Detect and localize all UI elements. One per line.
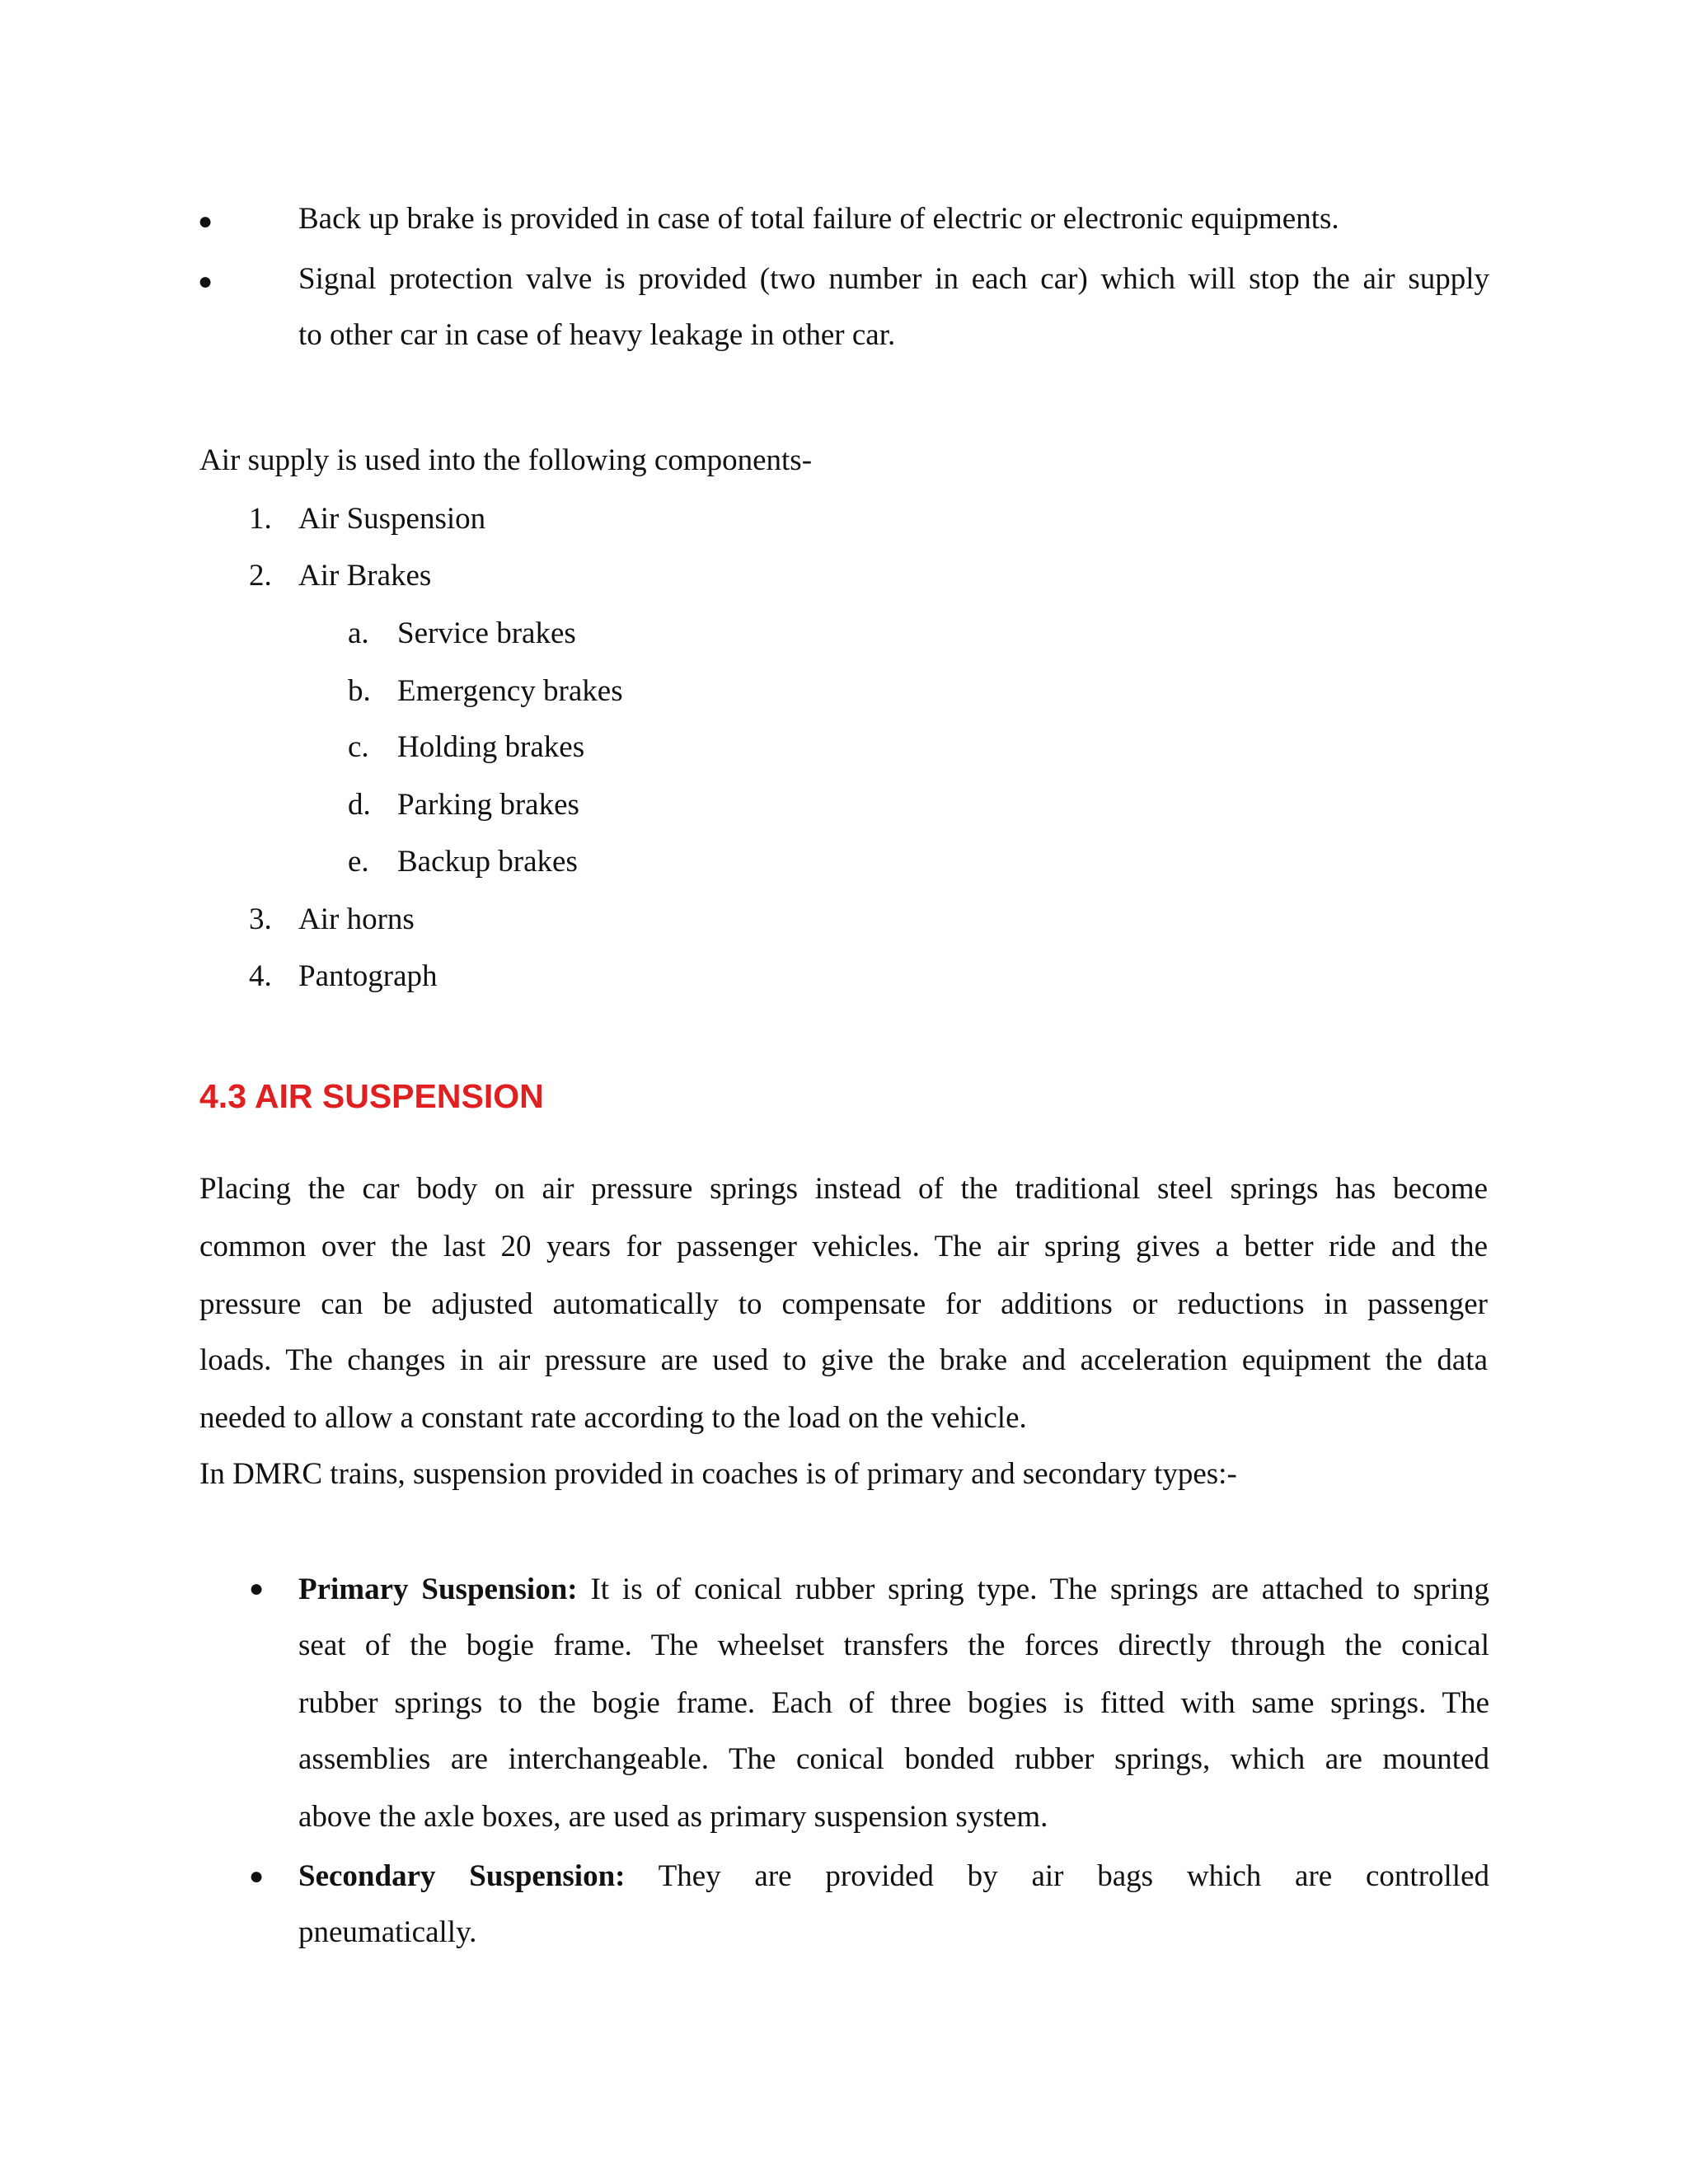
secondary-suspension-title: Secondary Suspension: — [298, 1859, 626, 1893]
secondary-suspension-line-1 — [298, 1861, 1489, 1891]
paragraph-line: loads. The changes in air pressure are used to give the brake and acceleration equipment the data — [199, 1343, 1488, 1377]
primary-suspension-title: Primary Suspension: — [298, 1572, 578, 1606]
secondary-suspension-line: pneumatically. — [298, 1915, 477, 1949]
bullet-marker: ● — [249, 1575, 265, 1602]
brake-type-letter: c. — [348, 730, 369, 764]
brake-type-letter: b. — [348, 674, 371, 708]
component-number: 4. — [249, 959, 272, 993]
primary-suspension-line: assemblies are interchangeable. The conical bonded rubber springs, which are mounted — [298, 1742, 1489, 1776]
brake-type-label: Backup brakes — [397, 845, 578, 879]
brake-type-label: Emergency brakes — [397, 674, 623, 708]
component-label: Air Brakes — [298, 559, 432, 593]
bullet-marker: ● — [198, 268, 213, 295]
top-bullet-2-line-2: to other car in case of heavy leakage in other car. — [298, 318, 896, 352]
primary-suspension-line: above the axle boxes, are used as primary suspension system. — [298, 1800, 1048, 1834]
paragraph-line: common over the last 20 years for passenger vehicles. The air spring gives a better ride and the — [199, 1230, 1488, 1263]
primary-suspension-line: seat of the bogie frame. The wheelset transfers the forces directly through the conical — [298, 1629, 1489, 1662]
component-number: 3. — [249, 902, 272, 936]
brake-type-letter: a. — [348, 616, 369, 650]
secondary-suspension-text: They are provided by air bags which are controlled — [658, 1859, 1490, 1893]
brake-type-label: Service brakes — [397, 616, 576, 650]
section-heading: 4.3 AIR SUSPENSION — [199, 1077, 544, 1115]
brake-type-label: Holding brakes — [397, 730, 585, 764]
primary-suspension-line: rubber springs to the bogie frame. Each of three bogies is fitted with same springs. The — [298, 1686, 1489, 1720]
primary-suspension-text: It is of conical rubber spring type. The springs are attached to spring — [590, 1572, 1490, 1606]
component-label: Pantograph — [298, 959, 438, 993]
bullet-marker: ● — [249, 1863, 265, 1890]
brake-type-letter: e. — [348, 845, 369, 879]
bullet-marker: ● — [198, 208, 213, 235]
component-number: 1. — [249, 502, 272, 536]
top-bullet-2-line-1: Signal protection valve is provided (two number in each car) which will stop the air supply — [298, 262, 1489, 296]
brake-type-letter: d. — [348, 788, 371, 822]
component-number: 2. — [249, 559, 272, 593]
component-label: Air horns — [298, 902, 415, 936]
primary-suspension-line-1 — [298, 1574, 1489, 1605]
brake-type-label: Parking brakes — [397, 788, 579, 822]
paragraph-line: needed to allow a constant rate according to the load on the vehicle. — [199, 1401, 1027, 1435]
paragraph-line: Placing the car body on air pressure springs instead of the traditional steel springs has become — [199, 1172, 1488, 1206]
paragraph-line: pressure can be adjusted automatically to compensate for additions or reductions in passenger — [199, 1287, 1488, 1321]
component-label: Air Suspension — [298, 502, 486, 536]
dmrc-line: In DMRC trains, suspension provided in coaches is of primary and secondary types:- — [199, 1457, 1237, 1491]
top-bullet-1-line-1: Back up brake is provided in case of total failure of electric or electronic equipments. — [298, 202, 1339, 236]
components-intro: Air supply is used into the following components- — [199, 443, 813, 477]
